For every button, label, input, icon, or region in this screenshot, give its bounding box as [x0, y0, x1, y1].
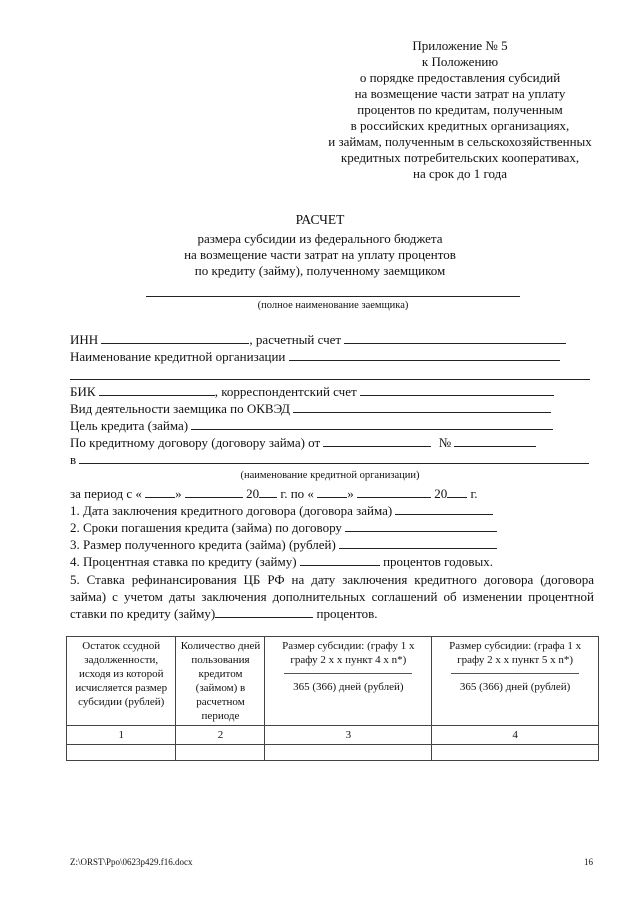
period-to-day-field[interactable]	[317, 486, 347, 498]
okved-row	[70, 401, 551, 417]
period-from-year-field[interactable]	[259, 486, 277, 498]
column-number: 2	[176, 726, 265, 745]
appendix-line: к Положению	[421, 54, 499, 69]
header-days-count: Количество дней пользования кредитом (займом) в расчетном периоде	[176, 637, 265, 726]
bik-row	[70, 384, 554, 400]
okved-label: Вид деятельности заемщика по ОКВЭД	[70, 401, 290, 416]
item-5-label: 5. Ставка рефинансирования ЦБ РФ на дату заключения кредитного договора (договора займа) с учетом даты заключения дополнительных соглашений об изменении процентной ставки по кредиту (займу)	[70, 572, 594, 621]
corr-account-label: , корреспондентский счет	[214, 384, 357, 399]
contract-row	[70, 435, 536, 451]
appendix-line: на срок до 1 года	[413, 166, 507, 181]
subsidy-formula-denominator: 365 (366) дней (рублей)	[293, 681, 404, 693]
period-year-prefix: 20	[434, 486, 448, 501]
subtitle-line: размера субсидии из федерального бюджета	[197, 231, 443, 246]
item-1-label: 1. Дата заключения кредитного договора (договора займа)	[70, 503, 393, 518]
contract-number-label: №	[438, 435, 452, 450]
inn-field[interactable]	[101, 332, 249, 344]
table-cell[interactable]	[176, 745, 265, 761]
appendix-line: в российских кредитных организациях,	[350, 118, 570, 133]
period-year-prefix: 20	[246, 486, 260, 501]
table-cell[interactable]	[265, 745, 432, 761]
appendix-line: кредитных потребительских кооперативах,	[340, 150, 580, 165]
subsidy-formula-numerator: Размер субсидии: (графа 1 x графу 2 x x пункт 5 x n*)	[449, 640, 582, 666]
okved-field[interactable]	[293, 401, 551, 413]
header-loan-balance: Остаток ссудной задолженности, исходя из которой исчисляется размер субсидии (рублей)	[67, 637, 176, 726]
period-from-label: за период с «	[70, 486, 142, 501]
footer-file-path: Z:\ORST\Ppo\0623p429.f16.docx	[70, 857, 193, 867]
item-4-suffix: процентов годовых.	[383, 554, 493, 569]
fraction-line	[284, 673, 412, 674]
subtitle-line: на возмещение части затрат на уплату процентов	[184, 247, 456, 262]
column-number: 1	[67, 726, 176, 745]
purpose-field[interactable]	[191, 418, 553, 430]
item-4-row	[70, 554, 493, 570]
appendix-header	[260, 38, 640, 182]
fraction-line	[451, 673, 579, 674]
inn-label: ИНН	[70, 332, 99, 347]
table-data-row	[67, 745, 599, 761]
bik-label: БИК	[70, 384, 96, 399]
borrower-name-caption: (полное наименование заемщика)	[257, 300, 409, 311]
item-2-label: 2. Сроки погашения кредита (займа) по договору	[70, 520, 342, 535]
period-to-year-field[interactable]	[447, 486, 467, 498]
column-number: 4	[432, 726, 599, 745]
contract-date-field[interactable]	[323, 435, 431, 447]
item-1-row	[70, 503, 493, 519]
credit-org-field[interactable]	[289, 349, 560, 361]
item-4-label: 4. Процентная ставка по кредиту (займу)	[70, 554, 297, 569]
period-quote: »	[347, 486, 354, 501]
credit-org-label: Наименование кредитной организации	[70, 349, 286, 364]
item-2-row	[70, 520, 497, 536]
period-quote: »	[175, 486, 182, 501]
corr-account-field[interactable]	[360, 384, 554, 396]
table-cell[interactable]	[67, 745, 176, 761]
footer-page-number: 16	[584, 857, 593, 867]
period-to-month-field[interactable]	[357, 486, 431, 498]
credit-org-field-cont[interactable]	[70, 379, 590, 380]
item-5-field[interactable]	[215, 606, 313, 618]
document-title: РАСЧЕТ	[295, 212, 345, 227]
appendix-line: о порядке предоставления субсидий	[359, 70, 561, 85]
credit-org-row	[70, 349, 560, 365]
period-row	[70, 486, 478, 502]
column-number: 3	[265, 726, 432, 745]
borrower-name-field[interactable]	[146, 296, 520, 297]
subtitle-line: по кредиту (займу), полученному заемщиком	[194, 263, 446, 278]
item-2-field[interactable]	[345, 520, 497, 532]
header-subsidy-rate	[432, 637, 599, 726]
item-1-field[interactable]	[395, 503, 493, 515]
table-header-row	[67, 637, 599, 726]
period-to-label: г. по «	[280, 486, 314, 501]
inn-row	[70, 332, 566, 348]
credit-org-caption: (наименование кредитной организации)	[240, 470, 420, 481]
subsidy-formula-denominator: 365 (366) дней (рублей)	[459, 681, 571, 693]
account-label: , расчетный счет	[249, 332, 342, 347]
in-credit-org-row	[70, 452, 589, 468]
period-from-day-field[interactable]	[145, 486, 175, 498]
appendix-line: на возмещение части затрат на уплату	[354, 86, 566, 101]
appendix-line: процентов по кредитам, полученным	[357, 102, 563, 117]
subsidy-formula-numerator: Размер субсидии: (графу 1 x графу 2 x x пункт 4 x n*)	[282, 640, 415, 666]
period-from-month-field[interactable]	[185, 486, 243, 498]
item-5-suffix: процентов.	[316, 606, 378, 621]
purpose-label: Цель кредита (займа)	[70, 418, 189, 433]
table-cell[interactable]	[432, 745, 599, 761]
item-3-row	[70, 537, 497, 553]
contract-label: По кредитному договору (договору займа) от	[70, 435, 321, 450]
table-number-row	[67, 726, 599, 745]
in-credit-org-field[interactable]	[79, 452, 589, 464]
bik-field[interactable]	[99, 384, 215, 396]
appendix-line: и займам, полученным в сельскохозяйственных	[328, 134, 592, 149]
item-4-field[interactable]	[300, 554, 380, 566]
item-3-field[interactable]	[339, 537, 497, 549]
item-5-paragraph	[70, 571, 594, 622]
item-3-label: 3. Размер полученного кредита (займа) (рублей)	[70, 537, 336, 552]
in-label: в	[70, 452, 77, 467]
subsidy-table	[66, 636, 599, 761]
period-end-label: г.	[470, 486, 478, 501]
purpose-row	[70, 418, 553, 434]
header-subsidy-refinancing	[265, 637, 432, 726]
appendix-line: Приложение № 5	[412, 38, 508, 53]
contract-number-field[interactable]	[454, 435, 536, 447]
document-subtitle	[0, 231, 640, 279]
account-field[interactable]	[344, 332, 566, 344]
